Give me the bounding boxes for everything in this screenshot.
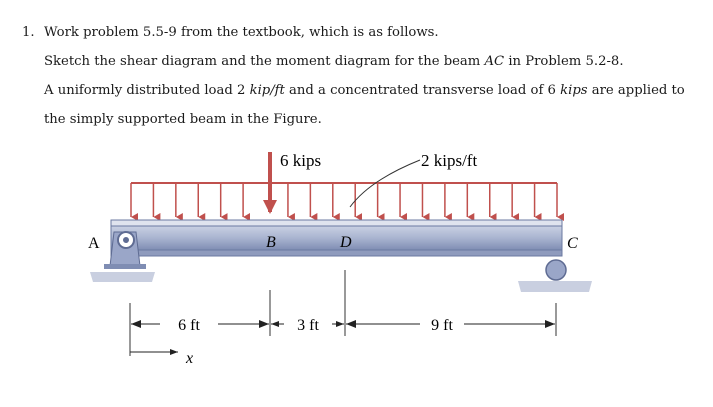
beam	[111, 220, 562, 256]
ground-c	[518, 281, 592, 292]
label-a: A	[88, 235, 100, 252]
pin-center	[123, 237, 129, 243]
x-coordinate-label: x	[186, 350, 194, 367]
distributed-load	[131, 183, 557, 217]
beam-top-flange	[111, 220, 562, 226]
dimension-extension-lines	[130, 270, 556, 356]
problem-line-3: A uniformly distributed load 2 kip/ft and a concentrated transverse load of 6 kips are applied to	[44, 83, 685, 98]
problem-number: 1.	[22, 25, 35, 40]
pin-base	[104, 264, 146, 269]
roller-circle	[546, 260, 566, 280]
dim-dc-label: 9 ft	[431, 317, 453, 334]
dim-ab-label: 6 ft	[178, 317, 200, 334]
distributed-load-label: 2 kips/ft	[421, 151, 478, 170]
problem-line-4: the simply supported beam in the Figure.	[44, 112, 322, 127]
ground-a	[90, 272, 155, 282]
problem-line-2: Sketch the shear diagram and the moment diagram for the beam AC in Problem 5.2-8.	[44, 54, 624, 69]
label-c: C	[567, 235, 578, 252]
roller-support-c	[518, 260, 592, 292]
beam-web	[111, 226, 562, 250]
point-load-arrow-head	[263, 200, 277, 214]
point-load-label: 6 kips	[280, 151, 322, 170]
label-b: B	[266, 234, 276, 251]
dim-bd-label: 3 ft	[297, 317, 319, 334]
beam-bottom-flange	[111, 250, 562, 256]
label-d: D	[340, 234, 352, 251]
problem-line-1: 1. Work problem 5.5-9 from the textbook, which is as follows.	[22, 18, 702, 47]
distributed-load-arrows	[131, 183, 557, 217]
